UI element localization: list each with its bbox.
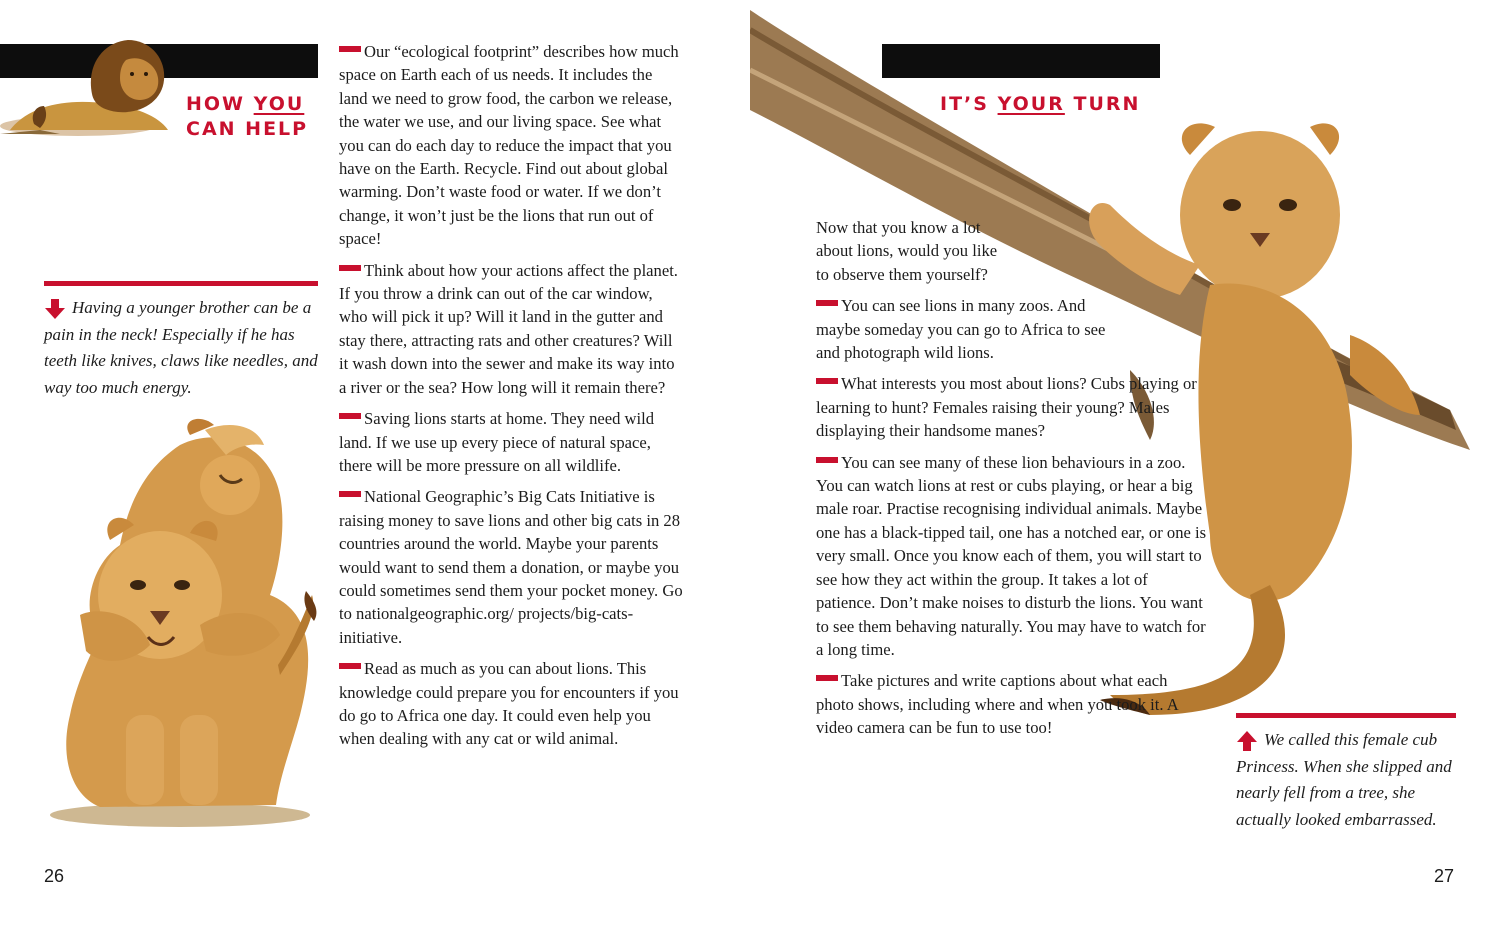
resting-lion-illustration: [0, 34, 190, 138]
left-caption-rule: [44, 281, 318, 286]
left-paragraph-4: National Geographic’s Big Cats Initiative is raising money to save lions and other big cats in 28 countries around the world. Maybe your parents would want to send them a donation, or maybe you could sometimes send them your pocket money. Go to nationalgeographic.org/ projects/big-cats-initiative.: [339, 487, 683, 647]
red-bullet-icon: [816, 457, 838, 463]
right-paragraph-1: You can see lions in many zoos. And maybe someday you can go to Africa to see and photograph wild lions.: [816, 296, 1106, 363]
heading-word-3: TURN: [1073, 93, 1141, 115]
right-caption-rule: [1236, 713, 1456, 718]
right-text-column: [816, 216, 1208, 748]
left-caption-text: Having a younger brother can be a pain in the neck! Especially if he has teeth like knives, claws like needles, and way too much energy.: [44, 298, 318, 397]
arrow-up-icon: [1236, 731, 1258, 751]
right-page-number: 27: [1434, 866, 1455, 886]
left-paragraph-5: Read as much as you can about lions. This knowledge could prepare you for encounters if you do go to Africa one day. It could even help you when dealing with any cat or wild animal.: [339, 659, 679, 749]
right-intro: Now that you know a lot about lions, would you like to observe them yourself?: [816, 218, 998, 284]
right-paragraph-2: What interests you most about lions? Cubs playing or learning to hunt? Females raising their young? Males displaying their handsome manes?: [816, 374, 1197, 441]
right-page-heading: [940, 92, 1170, 117]
right-header-bar: [882, 44, 1160, 78]
red-bullet-icon: [339, 491, 361, 497]
left-caption: [44, 295, 320, 401]
heading-word-1: HOW: [186, 93, 246, 115]
lion-cubs-photo: [30, 415, 320, 830]
left-page-heading: [186, 92, 326, 142]
red-bullet-icon: [339, 265, 361, 271]
right-caption: [1236, 727, 1460, 833]
red-bullet-icon: [816, 378, 838, 384]
heading-word-2: YOUR: [997, 93, 1065, 115]
red-bullet-icon: [816, 675, 838, 681]
right-caption-text: We called this female cub Princess. When she slipped and nearly fell from a tree, she actually looked embarrassed.: [1236, 730, 1452, 829]
left-paragraph-1: Our “ecological footprint” describes how much space on Earth each of us needs. It includes the land we need to grow food, the carbon we release, the water we use, and our living space. See what you can do each day to reduce the impact that you have on the Earth. Recycle. Find out about global warming. Don’t waste food or water. If we don’t change, it won’t just be the lions that run out of space!: [339, 42, 679, 249]
heading-word-3: CAN HELP: [186, 118, 309, 140]
left-text-column: [339, 40, 685, 759]
heading-word-1: IT’S: [940, 93, 989, 115]
red-bullet-icon: [816, 300, 838, 306]
right-paragraph-3: You can see many of these lion behaviours in a zoo. You can watch lions at rest or cubs playing, or hear a big male roar. Practise recognising individual animals. Maybe one has a black-tipped tail, one has a notched ear, or one is very small. Once you know each of them, you will start to see how they act within the group. It takes a lot of patience. Don’t make noises to disturb the lions. You want to see them behaving naturally. You may have to watch for a long time.: [816, 452, 1207, 659]
arrow-down-icon: [44, 299, 66, 319]
red-bullet-icon: [339, 413, 361, 419]
right-paragraph-4: Take pictures and write captions about what each photo shows, including where and when you took it. A video camera can be fun to use too!: [816, 671, 1178, 738]
heading-word-2: YOU: [253, 93, 305, 115]
red-bullet-icon: [339, 46, 361, 52]
left-paragraph-2: Think about how your actions affect the planet. If you throw a drink can out of the car window, who will pick it up? Will it land in the gutter and stay there, attracting rats and other creatures? Will it wash down into the sewer and make its way into a river or the sea? How long will it remain there?: [339, 260, 678, 397]
left-page-number: 26: [44, 866, 65, 886]
left-paragraph-3: Saving lions starts at home. They need wild land. If we use up every piece of natural space, there will be more pressure on all wildlife.: [339, 409, 655, 475]
red-bullet-icon: [339, 663, 361, 669]
